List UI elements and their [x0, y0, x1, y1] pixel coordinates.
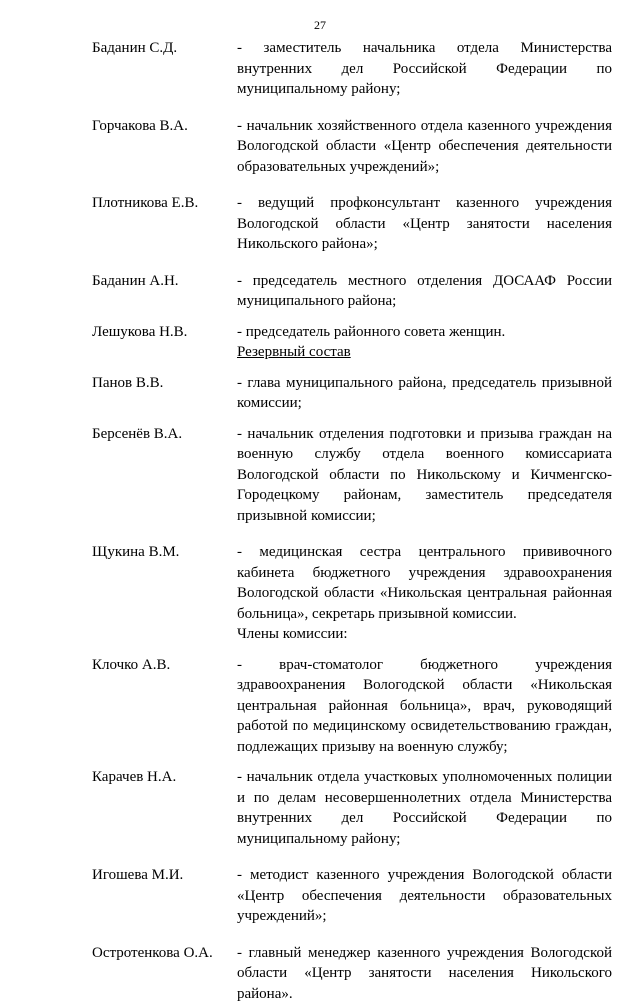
member-name: Остротенкова О.А. — [92, 943, 237, 964]
member-position: - главный менеджер казенного учреждения Вологодской области «Центр занятости населения Никольского района». — [237, 943, 612, 1004]
member-position: - ведущий профконсультант казенного учреждения Вологодской области «Центр занятости населения Никольского района»; — [237, 193, 612, 255]
member-position: - заместитель начальника отдела Министерства внутренних дел Российской Федерации по муниципальному району; — [237, 38, 612, 100]
members-heading-row — [92, 624, 612, 645]
list-item — [92, 322, 612, 343]
list-item — [92, 943, 612, 1004]
member-position: - методист казенного учреждения Вологодской области «Центр обеспечения деятельности образовательных учреждений»; — [237, 865, 612, 927]
member-position: - глава муниципального района, председатель призывной комиссии; — [237, 373, 612, 414]
reserve-heading-row — [92, 342, 612, 363]
list-item — [92, 373, 612, 414]
member-name: Горчакова В.А. — [92, 116, 237, 137]
list-item — [92, 655, 612, 758]
member-position: - председатель районного совета женщин. — [237, 322, 612, 343]
member-name: Баданин А.Н. — [92, 271, 237, 292]
member-position: - начальник отдела участковых уполномоченных полиции и по делам несовершеннолетних отдела Министерства внутренних дел Российской Федерации по муниципальному району; — [237, 767, 612, 849]
member-position: - председатель местного отделения ДОСААФ России муниципального района; — [237, 271, 612, 312]
member-name: Панов В.В. — [92, 373, 237, 394]
list-item — [92, 38, 612, 100]
list-item — [92, 193, 612, 255]
commission-list — [92, 38, 612, 1004]
member-position: - начальник хозяйственного отдела казенного учреждения Вологодской области «Центр обеспечения деятельности образовательных учреждений»; — [237, 116, 612, 178]
list-item — [92, 767, 612, 849]
members-heading: Члены комиссии: — [237, 626, 348, 642]
list-item — [92, 116, 612, 178]
member-name: Плотникова Е.В. — [92, 193, 237, 214]
member-name: Лешукова Н.В. — [92, 322, 237, 343]
member-name: Карачев Н.А. — [92, 767, 237, 788]
member-position: - врач-стоматолог бюджетного учреждения здравоохранения Вологодской области «Никольская центральная районная больница», врач, руководящий работой по медицинскому освидетельствованию граждан, подлежащих призыву на военную службу; — [237, 655, 612, 758]
list-item — [92, 865, 612, 927]
member-name: Клочко А.В. — [92, 655, 237, 676]
list-item — [92, 542, 612, 624]
list-item — [92, 424, 612, 527]
reserve-heading: Резервный состав — [237, 344, 351, 360]
member-position: - начальник отделения подготовки и призыва граждан на военную службу отдела военного комиссариата Вологодской области по Никольскому и Кичменгско-Городецкому районам, заместитель председателя призывной комиссии; — [237, 424, 612, 527]
member-name: Игошева М.И. — [92, 865, 237, 886]
page-number: 27 — [0, 18, 640, 32]
member-position: - медицинская сестра центрального прививочного кабинета бюджетного учреждения здравоохранения Вологодской области «Никольская центральная районная больница», секретарь призывной комиссии. — [237, 542, 612, 624]
member-name: Баданин С.Д. — [92, 38, 237, 59]
list-item — [92, 271, 612, 312]
member-name: Щукина В.М. — [92, 542, 237, 563]
member-name: Берсенёв В.А. — [92, 424, 237, 445]
